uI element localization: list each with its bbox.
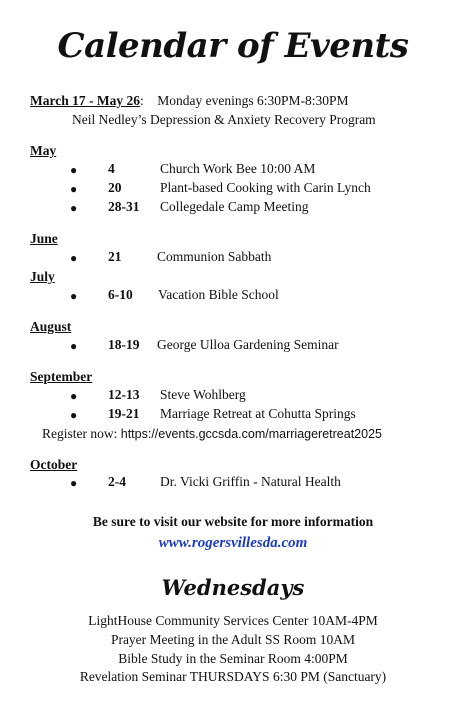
month-may: May (30, 143, 57, 158)
event-desc: Steve Wohlberg (160, 387, 246, 402)
event-date: 6-10 (108, 287, 133, 302)
page-title: Calendar of Events (57, 26, 409, 66)
wednesday-line: Prayer Meeting in the Adult SS Room 10AM (110, 632, 356, 647)
event-date: 21 (108, 249, 122, 264)
event-desc: Church Work Bee 10:00 AM (160, 161, 316, 176)
bullet-icon: ● (70, 201, 78, 215)
intro-dates: March 17 - May 26 (30, 93, 140, 108)
website-link[interactable]: www.rogersvillesda.com (158, 535, 308, 551)
bullet-icon: ● (70, 182, 78, 196)
event-desc: Collegedale Camp Meeting (160, 199, 309, 214)
bullet-icon: ● (70, 339, 78, 353)
event-desc: Marriage Retreat at Cohutta Springs (160, 406, 356, 421)
bullet-icon: ● (70, 389, 78, 403)
intro-schedule: Monday evenings 6:30PM-8:30PM (157, 93, 349, 108)
wednesday-line: LightHouse Community Services Center 10AM-4PM (88, 613, 378, 628)
intro-line: March 17 - May 26: Monday evenings 6:30PM-8:30PM (30, 93, 349, 108)
event-date: 20 (108, 180, 122, 195)
event-date: 2-4 (108, 474, 126, 489)
wednesday-line: Revelation Seminar THURSDAYS 6:30 PM (Sanctuary) (79, 669, 387, 684)
register-label: Register now: (42, 426, 118, 441)
month-july: July (30, 269, 55, 284)
event-date: 19-21 (108, 406, 140, 421)
intro-program: Neil Nedley’s Depression & Anxiety Recovery Program (72, 112, 376, 127)
event-desc: Vacation Bible School (158, 287, 279, 302)
month-october: October (30, 457, 78, 472)
event-date: 18-19 (108, 337, 140, 352)
event-desc: George Ulloa Gardening Seminar (157, 337, 339, 352)
wednesdays-heading: Wednesdays (161, 575, 305, 600)
event-date: 28-31 (108, 199, 140, 214)
register-line (42, 425, 382, 443)
bullet-icon: ● (70, 289, 78, 303)
event-date: 4 (108, 161, 115, 176)
month-september: September (30, 369, 93, 384)
bullet-icon: ● (70, 251, 78, 265)
event-date: 12-13 (108, 387, 140, 402)
bullet-icon: ● (70, 163, 78, 177)
month-august: August (30, 319, 72, 334)
register-url[interactable]: https://events.gccsda.com/marriageretreat2025 (120, 427, 382, 441)
month-june: June (30, 231, 58, 246)
website-row (0, 534, 466, 552)
visit-text: Be sure to visit our website for more information (92, 514, 374, 529)
wednesday-line: Bible Study in the Seminar Room 4:00PM (118, 651, 348, 666)
event-desc: Plant-based Cooking with Carin Lynch (160, 180, 371, 195)
bullet-icon: ● (70, 408, 78, 422)
event-desc: Communion Sabbath (157, 249, 272, 264)
event-desc: Dr. Vicki Griffin - Natural Health (160, 474, 341, 489)
bullet-icon: ● (70, 476, 78, 490)
